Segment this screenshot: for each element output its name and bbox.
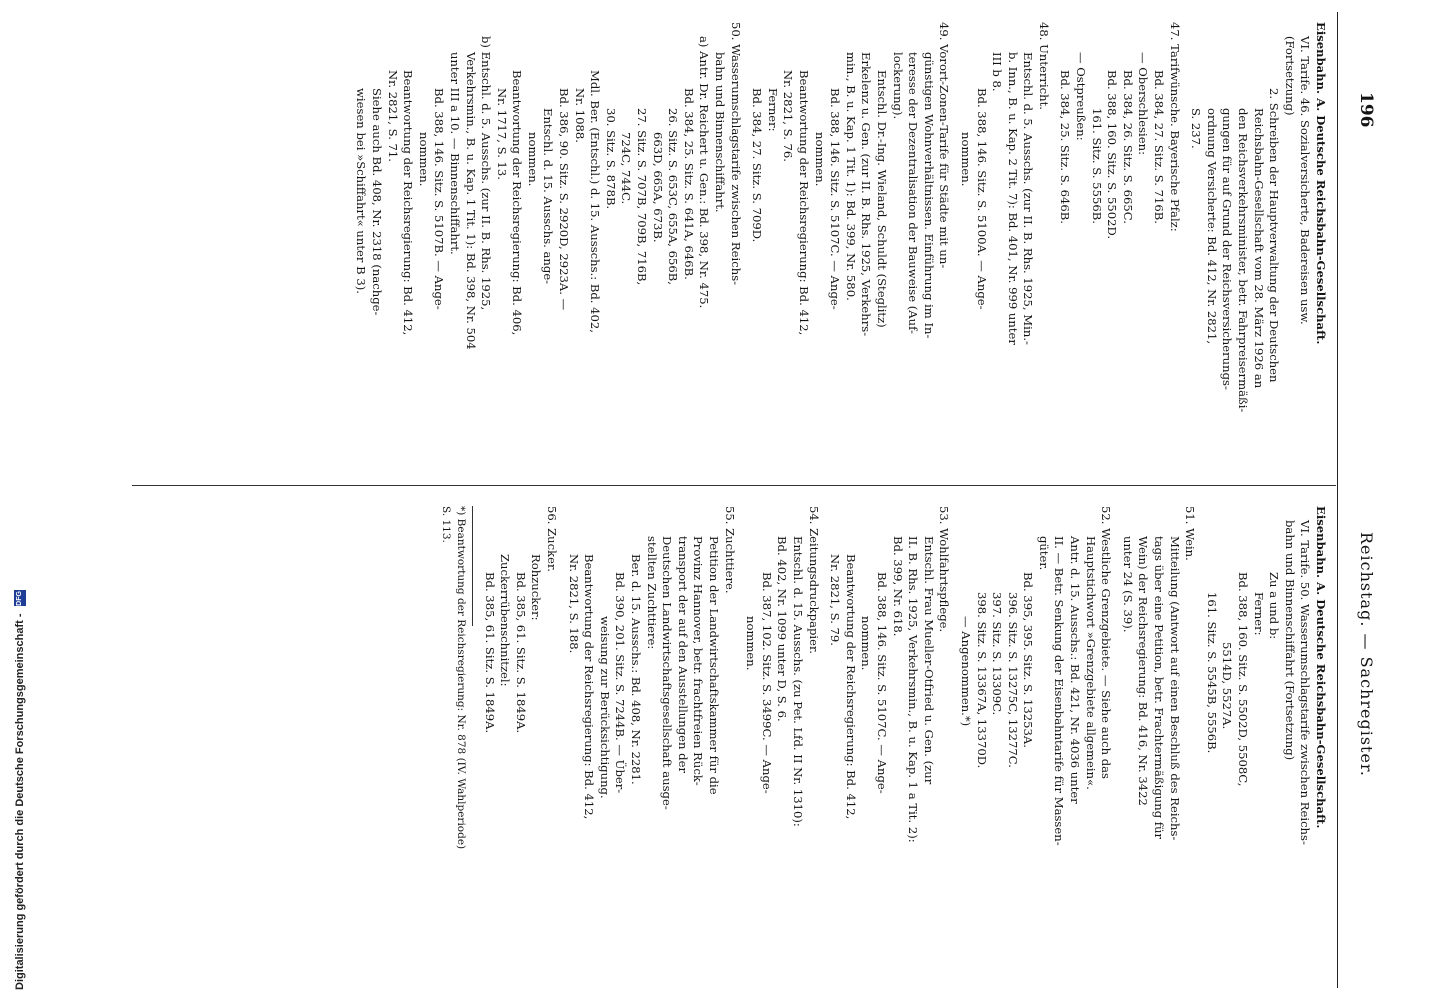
index-entry-line: b) Entschl. d. 5. Ausschs. (zur II. B. Rhs. 1925,: [479, 36, 494, 311]
index-entry-line: Nr. 2821, S. 79.: [828, 554, 843, 646]
footnote-line: *) Beantwortung der Reichsregierung: Nr. 878 (IV. Wahlperiode): [455, 506, 468, 850]
index-entry-line: 50. Wasserumschlagstarife zwischen Reichs-: [728, 22, 743, 286]
index-entry-line: Nr. 1088.: [572, 88, 587, 143]
index-entry-line: 47. Tarifwünsche. Bayerische Pfalz:: [1167, 22, 1182, 232]
index-entry-line: 49. Vorort-Zonen-Tarife für Städte mit un-: [937, 22, 952, 269]
index-entry-line: Nr. 2821, S. 188.: [566, 554, 581, 654]
index-entry-line: — Ostpreußen:: [1074, 52, 1089, 141]
index-entry-line: a) Antr. Dr. Reichert u. Gen.: Bd. 398, Nr. 475.: [697, 36, 712, 309]
index-entry-line: Zuckerrübenschnitzel:: [498, 554, 513, 687]
entry-gap: [743, 22, 749, 474]
index-entry-line: Siehe auch Bd. 408, Nr. 2318 (nachge-: [369, 88, 384, 316]
index-entry-line: transport der auf den Ausstellungen der: [675, 536, 690, 773]
index-entry-line: VI. Tarife. 50. Wasserumschlagstarife zwischen Reichs-: [1298, 520, 1313, 845]
index-entry-line: nommen.: [744, 616, 759, 671]
index-entry-line: Verkehrsmin., B. u. Kap. 1 Tit. 1): Bd. 398, Nr. 504: [463, 52, 478, 350]
index-entry-line: 724C, 744C.: [619, 132, 634, 205]
entry-gap: [737, 506, 743, 958]
index-entry-line: Ber. d. 15. Ausschs.: Bd. 408, Nr. 2281.: [629, 554, 644, 785]
index-entry-line: 397. Sitz. S. 13309C.: [990, 592, 1005, 716]
index-entry-line: Bd. 384, 27. Sitz. S. 709D.: [750, 88, 765, 243]
index-entry-line: 56. Zucker.: [545, 506, 560, 572]
index-entry-line: 161. Sitz. S. 5545B, 5556B.: [1204, 592, 1219, 754]
left-column: [132, 22, 1328, 474]
index-entry-line: nommen.: [859, 616, 874, 671]
index-entry-line: bahn und Binnenschiffahrt.: [713, 52, 728, 213]
index-entry-line: 51. Wein.: [1183, 506, 1198, 561]
index-entry-line: Eisenbahn. A. Deutsche Reichsbahn-Gesellschaft.: [1314, 506, 1328, 829]
index-entry-line: Bd. 384, 25. Sitz. S. 641A, 646B.: [681, 88, 696, 280]
dfg-logo-icon: DFG: [14, 590, 26, 606]
running-title: Reichstag. — Sachregister.: [1357, 532, 1376, 777]
index-entry-line: Entschl. Dr.-Ing. Wieland, Schuldt (Steglitz): [874, 70, 889, 328]
entry-gap: [951, 22, 957, 474]
index-entry-line: lockerung).: [890, 52, 905, 120]
index-entry-line: nommen.: [812, 132, 827, 187]
footnote-line: S. 113.: [439, 506, 452, 543]
index-entry-line: 54. Zeitungsdruckpapier.: [806, 506, 821, 654]
index-entry-line: Bd. 399, Nr. 618.: [890, 536, 905, 637]
index-entry-line: 5514D, 5527A.: [1220, 642, 1235, 730]
index-entry-line: Bd. 388, 146. Sitz. S. 5107B. — Ange-: [432, 88, 447, 310]
index-entry-line: Reichsbahn-Gesellschaft vom 28. März 1926 an: [1251, 108, 1266, 389]
index-entry-line: Entschl. d. 15. Ausschs. (zu Pet. Lfd. II Nr. 1310):: [791, 536, 805, 827]
index-entry-line: Mdl. Ber. (Entschl.) d. 15. Ausschs.: Bd. 402,: [588, 70, 603, 333]
index-entry-line: Mitteilung (Antwort auf einen Beschluß des Reichs-: [1167, 536, 1182, 841]
index-entry-line: Bd. 384, 27. Sitz. S. 716B.: [1152, 70, 1167, 224]
index-entry-line: 161. Sitz. S. 5556B.: [1089, 108, 1104, 224]
index-entry-line: Beantwortung der Reichsregierung: Bd. 412,: [582, 554, 597, 820]
index-entry-line: nommen.: [958, 132, 973, 187]
right-column-entries: [481, 506, 1328, 958]
index-entry-line: Bd. 395, 395. Sitz. S. 13253A.: [1021, 572, 1036, 748]
page-number: 196: [1356, 92, 1376, 128]
index-entry-line: 2. Schreiben der Hauptverwaltung der Deutschen: [1267, 88, 1282, 383]
index-entry-line: Bd. 385, 61. Sitz. S. 1849A.: [513, 572, 528, 734]
index-entry-line: Bd. 384, 26. Sitz. S. 665C.: [1120, 70, 1135, 224]
index-entry-line: Bd. 385, 61. Sitz. S. 1849A.: [482, 572, 497, 734]
index-entry-line: Erkelenz u. Gen. (zur II. B. Rhs. 1925, Verkehrs-: [859, 52, 874, 337]
index-entry-line: Deutschen Landwirtschaftsgesellschaft ausge-: [660, 536, 675, 810]
footnote-rule: [472, 506, 473, 626]
index-entry-line: stellten Zuchttiere:: [644, 536, 659, 650]
index-entry-line: Beantwortung der Reichsregierung: Bd. 412,: [797, 70, 811, 336]
index-entry-line: — Angenommen.*): [958, 616, 973, 727]
index-entry-line: Bd. 388, 146. Sitz. S. 5107C. — Ange-: [828, 88, 843, 310]
index-entry-line: Beantwortung der Reichsregierung: Bd. 406,: [510, 70, 525, 336]
index-entry-line: Bd. 388, 160. Sitz. S. 5502D.: [1105, 70, 1120, 240]
index-entry-line: 396. Sitz. S. 13275C, 13277C.: [1005, 592, 1020, 768]
index-entry-line: gungen für auf Grund der Reichsversicherungs-: [1220, 108, 1235, 390]
right-column: [132, 506, 1328, 958]
index-entry-line: Rohzucker:: [529, 554, 544, 621]
index-entry-line: Hauptstichwort »Grenzgebiete allgemein«.: [1083, 536, 1098, 790]
index-entry-line: II. B. Rhs. 1925, Verkehrsmin., B. u. Kap. 1 a Tit. 2):: [906, 536, 921, 843]
index-entry-line: Bd. 402, Nr. 1099 unter D, S. 6.: [775, 536, 790, 722]
index-entry-line: ordnung Versicherte: Bd. 412, Nr. 2821,: [1204, 108, 1219, 345]
entry-gap: [1182, 22, 1188, 474]
index-entry-line: güter.: [1036, 536, 1051, 571]
index-entry-line: min., B. u. Kap. 1 Tit. 1): Bd. 399, Nr. 580.: [843, 52, 858, 301]
index-entry-line: Bd. 386, 90. Sitz. S. 2920D, 2923A. —: [557, 88, 572, 311]
index-entry-line: 26. Sitz. S. 653C, 655A, 656B,: [666, 108, 681, 285]
index-entry-line: Bd. 388, 146. Sitz. S. 5100A. — Ange-: [974, 88, 989, 310]
index-entry-line: unter 24 (S. 39).: [1120, 536, 1135, 633]
index-entry-line: — Oberschlesien:: [1136, 52, 1151, 155]
page-header: [1337, 12, 1382, 988]
index-entry-line: III b 8.: [990, 52, 1005, 92]
index-entry-line: Entschl. Frau Mueller-Otfried u. Gen. (zur: [921, 536, 936, 785]
index-entry-line: wiesen bei »Schiffahrt« unter B 3).: [354, 88, 369, 294]
index-entry-line: 398. Sitz. S. 13367A, 13370D.: [974, 592, 989, 769]
index-entry-line: Ferner:: [765, 88, 780, 132]
index-entry-line: tags über eine Petition, betr. Frachtermäßigung für: [1152, 536, 1167, 840]
index-entry-line: Petition der Landwirtschaftskammer für die: [707, 536, 722, 795]
index-entry-line: Bd. 387, 102. Sitz. S. 3499C. — Ange-: [759, 572, 774, 794]
index-entry-line: 30. Sitz. S. 878B.: [603, 108, 618, 210]
index-entry-line: 663D, 665A, 673B.: [650, 132, 665, 243]
rotated-page: [126, 12, 1382, 988]
index-entry-line: Nr. 2821, S. 76.: [781, 70, 796, 162]
index-entry-line: II. — Betr. Senkung der Eisenbahntarife für Massen-: [1052, 536, 1067, 846]
index-entry-line: teresse der Dezentralisation der Bauweise (Auf-: [906, 52, 921, 334]
index-entry-line: den Reichsverkehrsminister, betr. Fahrpreisermäßi-: [1236, 108, 1251, 413]
credit-text: Digitalisierung gefördert durch die Deutsche Forschungsgemeinschaft -: [14, 613, 26, 990]
column-divider: [132, 485, 1336, 486]
index-entry-line: nommen.: [525, 132, 540, 187]
index-entry-line: unter III a 10. — Binnenschiffahrt.: [447, 52, 462, 255]
index-entry-line: Eisenbahn. A. Deutsche Reichsbahn-Gesellschaft.: [1314, 22, 1328, 345]
index-entry-line: Provinz Hannover, betr. frachtfreien Rück-: [691, 536, 706, 786]
index-entry-line: Nr. 1717, S. 13.: [494, 88, 509, 180]
index-entry-line: Entschl. d. 5. Ausschs. (zur II. B. Rhs. 1925, Min.-: [1021, 52, 1036, 345]
index-entry-line: Bd. 388, 160. Sitz. S. 5502D, 5508C,: [1236, 572, 1251, 787]
index-entry-line: Bd. 388, 146. Sitz. S. 5107C. — Ange-: [874, 572, 889, 794]
entry-gap: [821, 506, 827, 958]
index-entry-line: Bd. 384, 25. Sitz. S. 646B.: [1058, 70, 1073, 224]
index-entry-line: bahn und Binnenschiffahrt (Fortsetzung): [1282, 520, 1297, 761]
index-entry-line: Ferner:: [1251, 592, 1266, 636]
index-entry-line: 48. Unterricht.: [1036, 22, 1051, 110]
index-entry-line: Zu a und b:: [1267, 572, 1282, 640]
index-entry-line: günstigen Wohnverhältnissen. Einführung im In-: [921, 52, 936, 339]
index-entry-line: Bd. 390, 201. Sitz. S. 7244B. — Über-: [613, 572, 628, 794]
index-entry-line: (Fortsetzung): [1282, 36, 1297, 116]
index-entry-line: 53. Wohlfahrtspflege.: [937, 506, 952, 633]
index-entry-line: VI. Tarife. 46. Sozialversicherte, Badereisen usw.: [1298, 36, 1313, 325]
index-entry-line: Wein) der Reichsregierung: Bd. 416, Nr. 3422: [1136, 536, 1151, 806]
index-entry-line: 27. Sitz. S. 707B, 709B, 716B,: [635, 108, 650, 286]
index-entry-line: nommen.: [416, 132, 431, 187]
entry-gap: [951, 506, 957, 958]
index-entry-line: S. 237.: [1189, 108, 1204, 149]
index-entry-line: Beantwortung der Reichsregierung: Bd. 412,: [401, 70, 416, 336]
index-entry-line: Entschl. d. 15. Ausschs. ange-: [541, 108, 556, 285]
index-entry-line: 55. Zuchttiere.: [722, 506, 737, 594]
index-entry-line: Nr. 2821, S. 71.: [385, 70, 400, 162]
index-entry-line: Antr. d. 15. Ausschs.: Bd. 421, Nr. 4036 unter: [1068, 536, 1083, 804]
digitization-credit: [14, 590, 26, 990]
index-entry-line: Beantwortung der Reichsregierung: Bd. 412,: [843, 554, 858, 820]
index-entry-line: 52. Westliche Grenzgebiete. — Siehe auch das: [1099, 506, 1114, 780]
index-entry-line: b. Inn., B. u. Kap. 2 Tit. 7): Bd. 401, Nr. 999 unter: [1005, 52, 1020, 345]
index-entry-line: weisung zur Berücksichtigung.: [597, 616, 612, 799]
